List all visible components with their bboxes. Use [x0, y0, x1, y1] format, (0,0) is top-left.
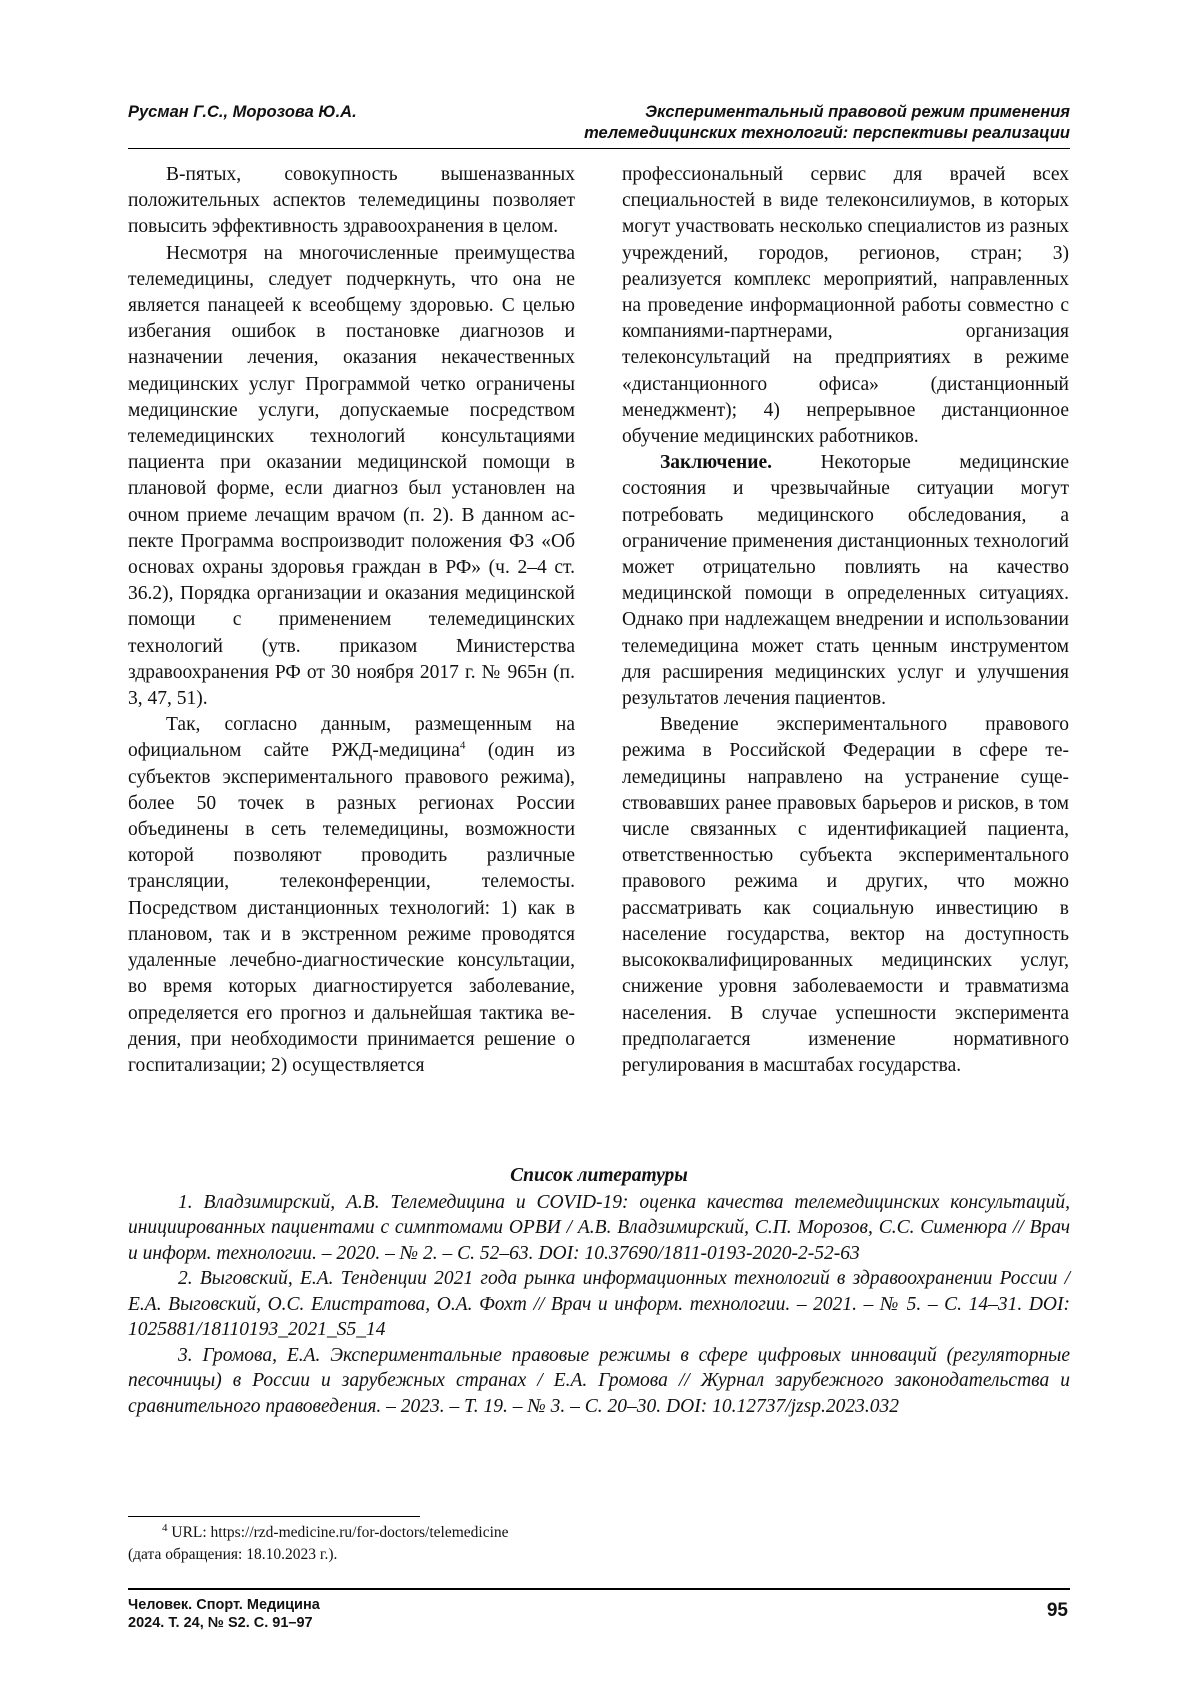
header-title-line: Экспериментальный правовой режим применения	[510, 102, 1070, 123]
body-paragraph: В-пятых, совокупность вышеназванных положительных аспектов телемедицины по­зволяет повысить эффективность здравоохра­нения в целом.	[128, 162, 575, 241]
footer-divider	[128, 1588, 1070, 1590]
right-column	[622, 162, 1069, 1079]
footnote-url: URL: https://rzd-medicine.ru/for-doctors/telemedicine	[168, 1524, 509, 1541]
journal-name: Человек. Спорт. Медицина	[128, 1596, 320, 1614]
header-article-title	[510, 102, 1070, 144]
paragraph-text: Некоторые медицинские состояния и чрезвычайные ситуации могут потребовать медицинского обследования, а ограничение применения дистанционных тех­нологий может отрицательно повлиять на ка­чество медицинской помощи в определенных ситуациях. Однако при надлежащем внедре­нии и использовании телемедицина может стать ценным инструментом для расширения медицинских услуг и улучшения результатов лечения пациентов.	[622, 452, 1069, 709]
reference-item: 2. Выговский, Е.А. Тенденции 2021 года рынка информационных технологий в здравоохране­нии России / Е.А. Выговский, О.С. Елистратова, О.А. Фохт // Врач и информ. технологии. – 2021. – № 5. – С. 14–31. DOI: 1025881/18110193_2021_S5_14	[128, 1266, 1070, 1343]
journal-page	[0, 0, 1200, 1698]
references-section	[128, 1163, 1070, 1419]
running-header	[128, 100, 1070, 148]
footnote	[128, 1522, 728, 1566]
reference-item: 3. Громова, Е.А. Экспериментальные правовые режимы в сфере цифровых инноваций (регу­ляторные песочницы) в России и зарубежных странах / Е.А. Громова // Журнал зарубежного за­конодательства и сравнительного правоведения. – 2023. – Т. 19. – № 3. – С. 20–30. DOI: 10.12737/jzsp.2023.032	[128, 1343, 1070, 1420]
paragraph-text: Так, согласно данным, размещенным на официальном сайте РЖД-медицина	[128, 714, 575, 761]
conclusion-paragraph	[622, 450, 1069, 712]
body-paragraph: Несмотря на многочисленные преимуще­ства телемедицины, следует подчеркнуть, что она не является панацеей к всеобщему здоро­вью. С целью избегания ошибок в постановке диагнозов и назначении лечения, оказания некачественных медицинских услуг Програм­мой четко ограничены медицинские услуги, допускаемые посредством телемедицинских технологий консультациями пациента при оказании медицинской помощи в плановой форме, если диагноз был установлен на очном приеме лечащим врачом (п. 2). В данном ас­пекте Программа воспроизводит положения ФЗ «Об основах охраны здоровья граждан в РФ» (ч. 2–4 ст. 36.2), Порядка организации и оказания медицинской помощи с применением телемедицинских технологий (утв. приказом Министерства здравоохранения РФ от 30 но­ября 2017 г. № 965н (п. 3, 47, 51).	[128, 241, 575, 713]
references-title: Список литературы	[128, 1163, 1070, 1189]
body-paragraph: профессиональный сервис для врачей всех специальностей в виде телеконсилиумов, в ко­торых могут участвовать несколько специали­стов из разных учреждений, городов, регионов, стран; 3) реализуется комплекс мероприятий, направленных на проведение информационной работы совместно с компаниями-партнерами, организация телеконсультаций на предприя­тиях в режиме «дистанционного офиса» (дис­танционный менеджмент); 4) непрерывное дистанционное обучение медицинских работ­ников.	[622, 162, 1069, 450]
paragraph-text: (один из субъектов экспериментального правового режима), более 50 точек в разных регионах России объединены в сеть телемедицины, возможности которой позволяют проводить различные трансляции, телеконференции, телемосты. Посредством дистанционных тех­нологий: 1) как в плановом, так и в экстрен­ном режиме проводятся удаленные лечебно-диагностические консультации, во время ко­торых диагностируется заболевание, опреде­ляется его прогноз и дальнейшая тактика ве­дения, при необходимости принимается ре­шение о госпитализации; 2) осуществляется	[128, 740, 575, 1075]
body-paragraph: Введение экспериментального правового режима в Российской Федерации в сфере те­лемедицины направлено на устранение суще­ствовавших ранее правовых барьеров и рис­ков, в том числе связанных с идентификацией пациента, ответственностью субъекта экспе­риментального правового режима и других, что можно рассматривать как социальную инвестицию в население государства, вектор на доступность высококвалифицированных медицинских услуг, снижение уровня заболе­ваемости и травматизма населения. В случае успешности эксперимента предполагается из­менение нормативного регулирования в масш­табах государства.	[622, 712, 1069, 1079]
header-authors: Русман Г.С., Морозова Ю.А.	[128, 102, 357, 123]
reference-item: 1. Владзимирский, А.В. Телемедицина и COVID-19: оценка качества телемедицинских кон­сультаций, инициированных пациентами с симптомами ОРВИ / А.В. Владзимирский, С.П. Моро­зов, С.С. Сименюра // Врач и информ. технологии. – 2020. – № 2. – С. 52–63. DOI: 10.37690/1811-0193-2020-2-52-63	[128, 1190, 1070, 1267]
footnote-number: 4	[162, 1522, 168, 1534]
footnote-divider	[128, 1516, 420, 1517]
footnote-line: (дата обращения: 18.10.2023 г.).	[128, 1544, 728, 1566]
conclusion-heading: Заключение.	[660, 452, 772, 473]
left-column	[128, 162, 575, 1079]
page-footer	[128, 1596, 1070, 1640]
header-divider	[128, 148, 1070, 149]
body-paragraph	[128, 712, 575, 1079]
page-number: 95	[1047, 1602, 1068, 1620]
footnote-line	[128, 1522, 728, 1544]
journal-issue: 2024. Т. 24, № S2. С. 91–97	[128, 1614, 313, 1632]
header-title-line: телемедицинских технологий: перспективы реализации	[510, 123, 1070, 144]
footnote-marker: 4	[460, 740, 466, 752]
